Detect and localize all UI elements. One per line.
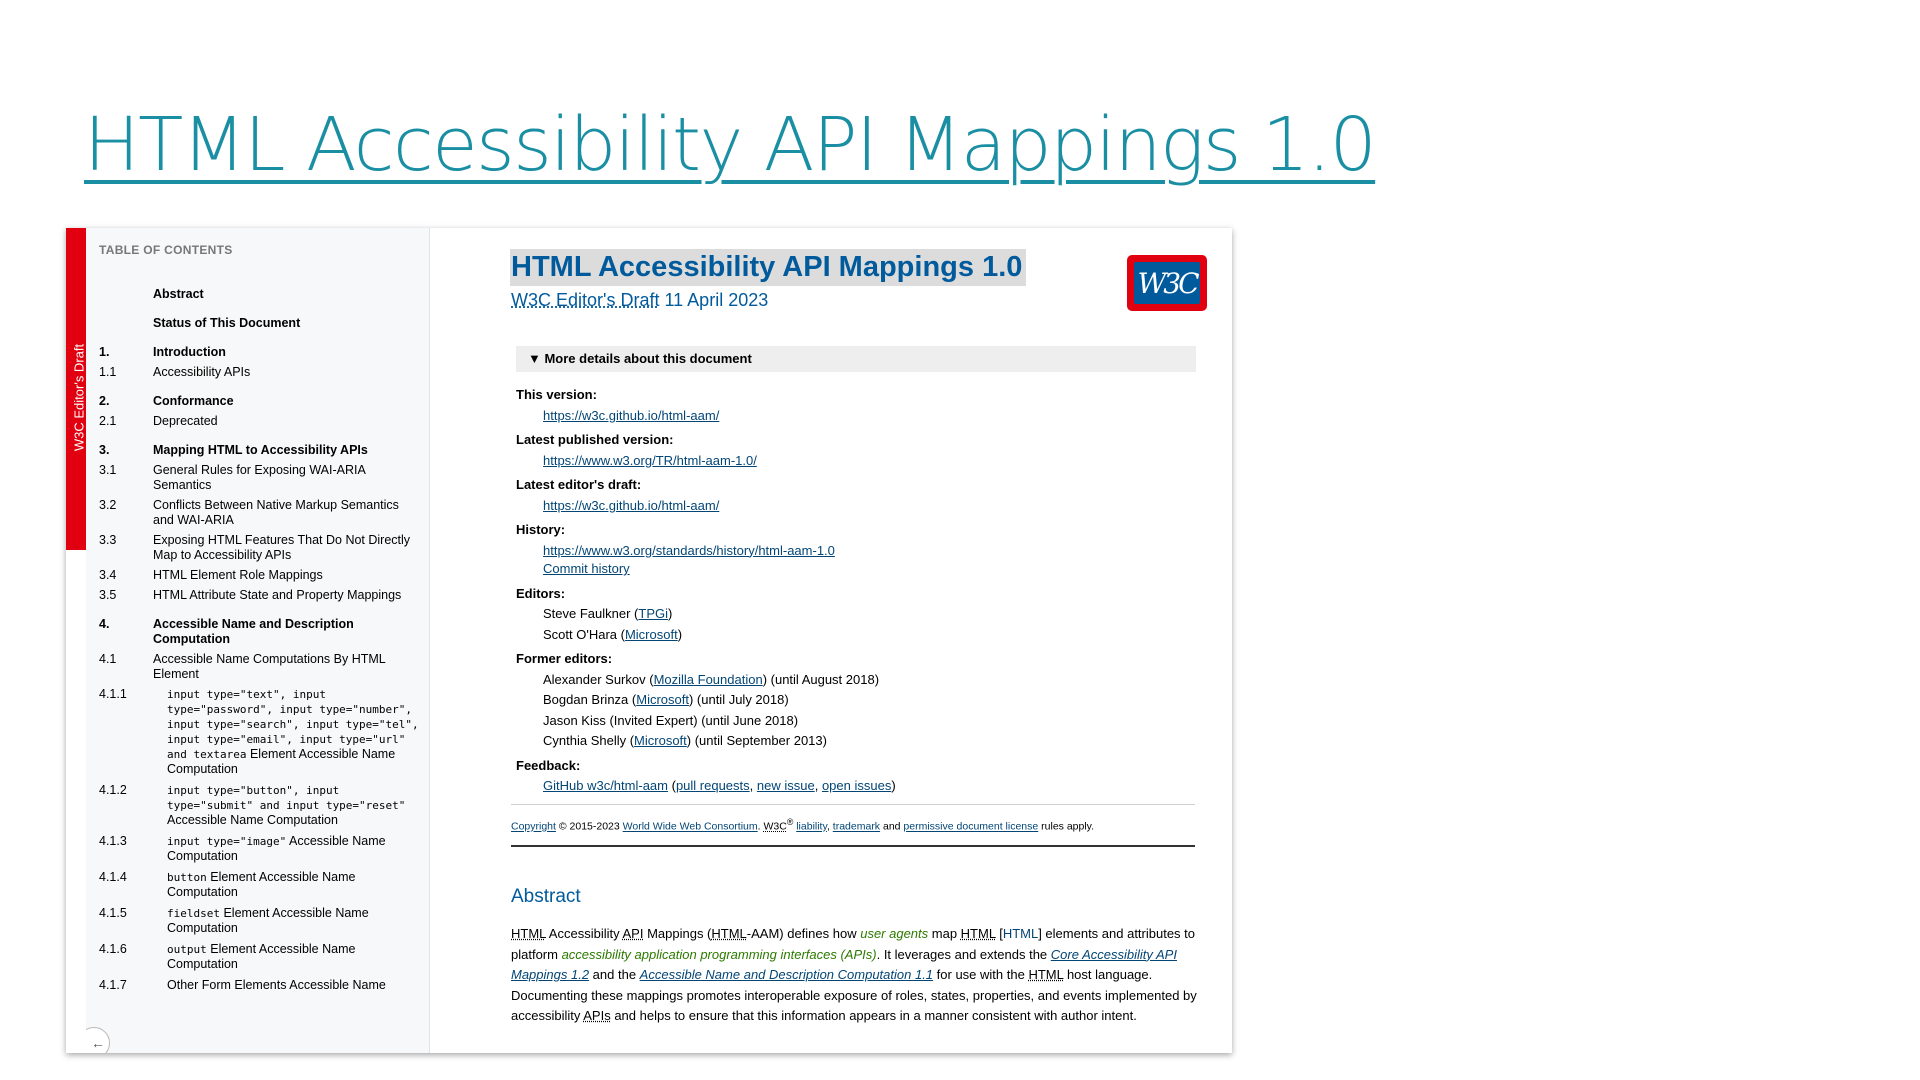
editor-name: Steve Faulkner ( <box>543 606 639 621</box>
w3c-logo[interactable] <box>1127 255 1207 311</box>
text: map <box>928 926 961 941</box>
feedback-repo-link[interactable]: GitHub w3c/html-aam <box>543 778 668 793</box>
text: and the <box>589 967 640 982</box>
trademark-link[interactable]: trademark <box>832 820 881 833</box>
toc-item-label <box>153 834 419 864</box>
toc-item-label <box>153 942 419 972</box>
abstract-heading: Abstract <box>511 886 581 907</box>
consortium-link[interactable]: World Wide Web Consortium <box>622 820 758 833</box>
toc-item-suffix: Element Accessible Name Computation <box>167 906 369 935</box>
abbr-html: HTML <box>960 926 996 941</box>
license-link[interactable]: permissive document license <box>903 820 1039 833</box>
toc-heading: TABLE OF CONTENTS <box>99 243 233 257</box>
publish-date: 11 April 2023 <box>664 290 769 310</box>
toc-item[interactable] <box>99 287 419 302</box>
editor-entry <box>516 711 1196 732</box>
toc-item-number: 4.1.7 <box>99 978 127 992</box>
toc-item-suffix: Element Accessible Name Computation <box>167 942 356 971</box>
toc-item-label: General Rules for Exposing WAI-ARIA Semantics <box>153 463 366 492</box>
toc-item-number: 3.2 <box>99 498 117 512</box>
editor-entry <box>516 670 1196 691</box>
toc-item-label: HTML Attribute State and Property Mappings <box>153 588 402 602</box>
text: Accessibility <box>545 926 623 941</box>
document-title: HTML Accessibility API Mappings 1.0 <box>510 249 1026 286</box>
pull-requests-link[interactable]: pull requests <box>675 778 750 793</box>
editors-label: Editors: <box>516 585 566 601</box>
text: -AAM) defines how <box>746 926 861 941</box>
toc-item-label <box>153 687 419 777</box>
toc-item-label: Accessible Name and Description Computation <box>153 617 354 646</box>
text: Mappings ( <box>643 926 712 941</box>
toc-item-number: 1.1 <box>99 365 117 379</box>
this-version-label: This version: <box>516 387 597 402</box>
toc-item-number: 4. <box>99 617 110 631</box>
editor-entry <box>516 731 1196 752</box>
history-link[interactable]: https://www.w3.org/standards/history/html-aam-1.0 <box>543 542 835 558</box>
toc-list <box>99 282 419 993</box>
abbr-html: HTML <box>511 926 546 941</box>
latest-published-label: Latest published version: <box>516 432 674 447</box>
accname-link[interactable]: Accessible Name and Description Computation 1.1 <box>639 967 934 982</box>
toc-item-label: Accessible Name Computations By HTML Element <box>153 652 386 681</box>
document-details <box>516 385 1196 797</box>
toc-item-number: 4.1.4 <box>99 870 127 884</box>
latest-editors-link[interactable]: https://w3c.github.io/html-aam/ <box>543 497 720 513</box>
abbr-apis: APIs <box>583 1008 611 1023</box>
abbr-html: HTML <box>711 926 747 941</box>
toc-item-number: 3.4 <box>99 568 117 582</box>
editor-affiliation-link[interactable]: TPGi <box>638 606 668 621</box>
toc-item-suffix: Accessible Name Computation <box>167 834 386 863</box>
toc-item-label <box>153 870 419 900</box>
toc-item-number: 1. <box>99 345 110 359</box>
toc-item-label: Accessibility APIs <box>153 365 251 379</box>
editor-affiliation-link[interactable]: Microsoft <box>624 626 678 642</box>
feedback-label: Feedback: <box>516 757 581 773</box>
text: and helps to ensure that this information appears in a manner consistent with author intent. <box>610 1008 1137 1023</box>
toc-item-label <box>153 906 419 936</box>
editors-list <box>516 604 1196 645</box>
text: ] elements and attributes to platform <box>511 926 1196 962</box>
text: [ <box>995 926 1003 941</box>
toc-item[interactable] <box>99 414 419 429</box>
editor-name: Cynthia Shelly ( <box>543 733 635 748</box>
commit-history-link[interactable]: Commit history <box>543 561 630 576</box>
copyright-link[interactable]: Copyright <box>511 820 556 833</box>
toc-item-code: input type="button", input type="submit" and input type="reset" <box>167 784 406 812</box>
toc-item-number <box>99 316 153 331</box>
editor-name: Jason Kiss (Invited Expert) (until June 2018) <box>543 712 799 728</box>
editor-entry <box>516 604 1196 625</box>
w3c-logo-text: W3C <box>1134 262 1200 304</box>
liability-link[interactable]: liability <box>796 820 827 833</box>
toc-item-number: 3.1 <box>99 463 117 477</box>
user-agents-link[interactable]: user agents <box>860 926 929 941</box>
toc-item-label: Deprecated <box>153 414 218 428</box>
w3c-abbr: W3C <box>763 820 787 833</box>
abbr-html: HTML <box>1028 967 1064 982</box>
editor-entry <box>516 625 1196 646</box>
document-main <box>430 228 1232 1053</box>
toc-item[interactable] <box>99 394 419 409</box>
toc-item-number: 2. <box>99 394 110 408</box>
toc-item-label: HTML Element Role Mappings <box>153 568 323 582</box>
abstract-paragraph <box>511 924 1201 1027</box>
toc-item[interactable] <box>99 942 419 972</box>
spec-screenshot <box>66 228 1232 1053</box>
abbr-api: API <box>622 926 644 941</box>
text: for use with the <box>933 967 1029 982</box>
feedback-links: GitHub w3c/html-aam (pull requests, new issue, open issues) <box>543 778 896 793</box>
editor-note: ) <box>668 606 673 621</box>
editor-note: ) (until July 2018) <box>688 692 789 707</box>
toc-item[interactable] <box>99 463 419 493</box>
toc-item[interactable] <box>99 533 419 563</box>
slide-title[interactable]: HTML Accessibility API Mappings 1.0 <box>84 102 1376 188</box>
toc-item-number: 4.1.1 <box>99 687 127 701</box>
editor-affiliation-link[interactable]: Mozilla Foundation <box>653 671 763 687</box>
toc-item-label: Status of This Document <box>153 316 301 330</box>
editors-draft-banner <box>66 228 86 550</box>
status-label: W3C Editor's Draft <box>511 290 660 310</box>
editor-name: Alexander Surkov ( <box>543 671 654 687</box>
toc-item-suffix: Other Form Elements Accessible Name <box>167 978 386 992</box>
divider <box>511 804 1195 805</box>
details-toggle[interactable]: ▼ More details about this document <box>516 346 1196 372</box>
toc-item[interactable] <box>99 498 419 528</box>
toc-item-suffix: Accessible Name Computation <box>167 813 338 827</box>
open-issues-link[interactable]: open issues <box>821 778 892 793</box>
toc-item-number: 4.1.5 <box>99 906 127 920</box>
document-subtitle <box>511 290 768 311</box>
toc-item[interactable] <box>99 588 419 603</box>
divider-thick <box>511 845 1195 847</box>
core-aam-link[interactable]: Core Accessibility API Mappings 1.2 <box>511 946 1177 982</box>
former-editors-list <box>516 670 1196 752</box>
toc-item-number: 3.3 <box>99 533 117 547</box>
text: . It leverages and extends the <box>876 946 1051 962</box>
toc-item-number: 3.5 <box>99 588 117 602</box>
toc-item[interactable] <box>99 443 419 458</box>
toc-item-number: 2.1 <box>99 414 117 428</box>
toc-item[interactable] <box>99 568 419 583</box>
toc-item-code: input type="image" <box>167 835 287 848</box>
toc-item[interactable] <box>99 870 419 900</box>
toc-item[interactable] <box>99 783 419 828</box>
table-of-contents <box>86 228 430 1053</box>
toc-item-code: output <box>167 943 207 956</box>
latest-published-link[interactable]: https://www.w3.org/TR/html-aam-1.0/ <box>543 452 757 468</box>
toc-item-label: Exposing HTML Features That Do Not Directly Map to Accessibility APIs <box>153 533 411 562</box>
editor-affiliation-link[interactable]: Microsoft <box>634 733 687 748</box>
editor-name: Scott O'Hara ( <box>543 626 625 642</box>
editor-note: ) <box>677 626 683 642</box>
toc-item[interactable] <box>99 365 419 380</box>
registered-mark: ® <box>786 817 794 827</box>
toc-item[interactable] <box>99 617 419 647</box>
toc-item-code: fieldset <box>167 907 220 920</box>
editor-entry <box>516 690 1196 711</box>
toc-item-label: Abstract <box>153 287 204 301</box>
toc-item-code: input type="text", input type="password", input type="number", input type="search", input type="tel", input type="email", input type="url" and textarea <box>167 688 419 761</box>
toc-item-label <box>153 783 419 828</box>
toc-item-label: Conformance <box>153 394 234 408</box>
toc-item[interactable] <box>99 834 419 864</box>
toc-item[interactable] <box>99 978 419 993</box>
html-reference-link[interactable]: HTML <box>1002 926 1039 941</box>
banner-text: W3C Editor's Draft <box>71 343 87 452</box>
copyright-notice: Copyright © 2015-2023 World Wide Web Consortium. W3C® liability, trademark and permissive document license rules apply. <box>511 817 1095 833</box>
toc-item[interactable] <box>99 345 419 360</box>
history-label: History: <box>516 522 566 537</box>
editor-affiliation-link[interactable]: Microsoft <box>636 692 689 707</box>
toc-item-suffix: Element Accessible Name Computation <box>167 747 396 776</box>
editor-note: ) (until September 2013) <box>686 733 827 748</box>
copyright-years: © 2015-2023 <box>555 820 623 833</box>
this-version-link[interactable]: https://w3c.github.io/html-aam/ <box>543 407 720 423</box>
copyright-and: and <box>880 820 904 833</box>
toc-item-suffix: Element Accessible Name Computation <box>167 870 356 899</box>
toc-item-label: Introduction <box>153 345 226 359</box>
toc-item-code: button <box>167 871 207 884</box>
toc-item-number: 4.1 <box>99 652 117 666</box>
toc-item-number: 4.1.6 <box>99 942 127 956</box>
former-editors-label: Former editors: <box>516 651 613 666</box>
toc-item-label: Mapping HTML to Accessibility APIs <box>153 443 368 457</box>
new-issue-link[interactable]: new issue <box>756 778 815 793</box>
toc-item[interactable] <box>99 316 419 331</box>
toc-item[interactable] <box>99 687 419 777</box>
editor-note: ) (until August 2018) <box>762 671 880 687</box>
toc-item-number <box>99 287 153 302</box>
latest-editors-label: Latest editor's draft: <box>516 477 642 492</box>
toc-item-label: Conflicts Between Native Markup Semantics and WAI-ARIA <box>153 498 399 527</box>
toc-item[interactable] <box>99 652 419 682</box>
toc-item-number: 4.1.2 <box>99 783 127 797</box>
toc-item[interactable] <box>99 906 419 936</box>
toc-item-number: 3. <box>99 443 110 457</box>
toc-item-number: 4.1.3 <box>99 834 127 848</box>
aapi-link[interactable]: accessibility application programming interfaces (APIs) <box>561 946 877 962</box>
toc-item-label <box>153 978 419 993</box>
text: host language. Documenting these mappings promotes interoperable exposure of roles, states, properties, and events implemented by accessibility <box>511 967 1197 1023</box>
copyright-tail: rules apply. <box>1038 820 1095 833</box>
editor-name: Bogdan Brinza ( <box>543 692 637 707</box>
back-arrow-icon[interactable]: ← <box>86 1027 110 1053</box>
